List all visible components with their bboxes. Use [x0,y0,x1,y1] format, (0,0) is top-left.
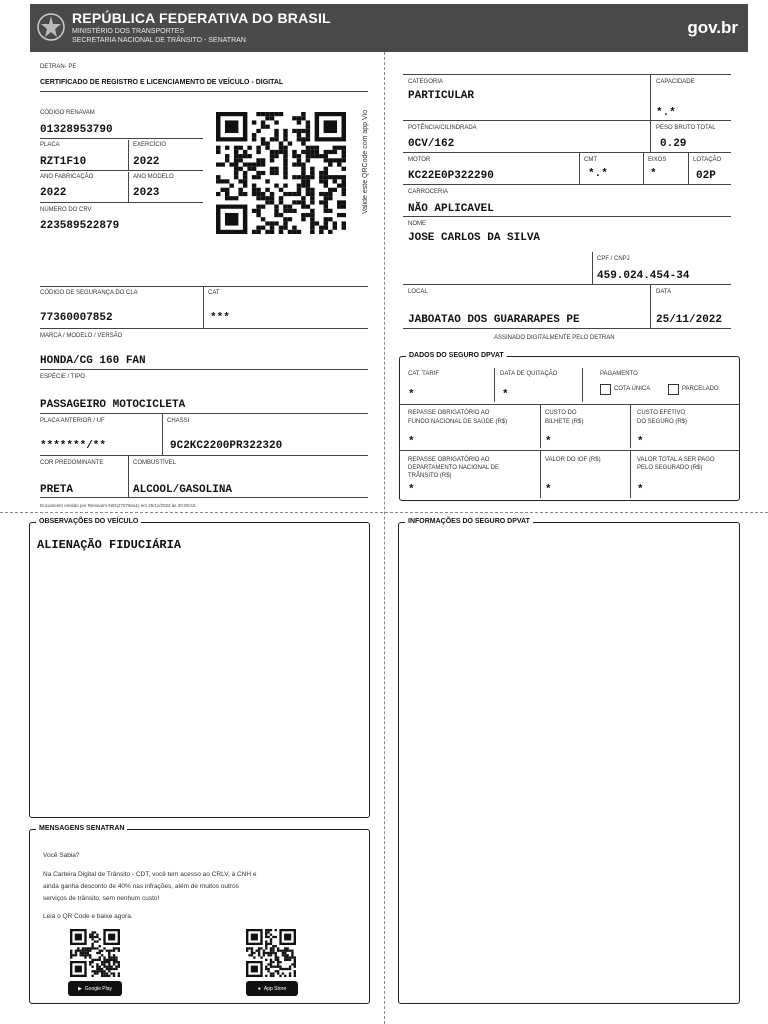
cor-label: COR PREDOMINANTE [40,460,104,466]
divider [40,455,368,456]
divider [592,252,593,284]
cat-tarif-label: CAT. TARIF [408,371,440,377]
pagamento-label: PAGAMENTO [600,371,638,377]
renavam-value: 01328953790 [40,124,113,136]
qr-code-icon[interactable] [216,112,346,234]
custo-efetivo-label-2: DO SEGURO (R$) [637,419,688,425]
eixos-value: * [650,168,657,180]
divider [650,74,651,120]
local-label: LOCAL [408,289,428,295]
divider [399,404,740,405]
ministry-label: MINISTÉRIO DOS TRANSPORTES [72,28,185,35]
marca-label: MARCA / MODELO / VERSÃO [40,333,123,339]
vertical-cut-line [384,52,385,1024]
msg-line-3: ainda ganha desconto de 40% nas infrações, além de muitos outros [43,883,239,890]
divider [403,74,731,75]
parcelado-label: PARCELADO [682,386,719,392]
combustivel-value: ALCOOL/GASOLINA [133,484,233,496]
chassi-value: 9C2KC2200PR322320 [170,440,283,452]
custo-bilhete-value: * [545,436,552,448]
ano-modelo-label: ANO MODELO [133,174,174,180]
divider [40,413,368,414]
capacidade-value: *.* [656,107,676,119]
info-dpvat-box [398,518,740,1004]
observacoes-title: OBSERVAÇÕES DO VEÍCULO [36,518,141,525]
peso-label: PESO BRUTO TOTAL [656,125,716,131]
divider [128,455,129,497]
observacoes-box [29,518,370,818]
cmt-label: CMT [584,157,597,163]
assinado-note: ASSINADO DIGITALMENTE PELO DETRAN [494,335,615,341]
repasse-denatran-label-3: TRÂNSITO (R$) [408,473,452,479]
exercicio-value: 2022 [133,156,160,168]
cota-unica-label: COTA ÚNICA [614,386,651,392]
secretariat-label: SECRETARIA NACIONAL DE TRÂNSITO - SENATRAN [72,37,246,44]
local-value: JABOATAO DOS GUARARAPES PE [408,314,580,326]
document-title: CERTIFICADO DE REGISTRO E LICENCIAMENTO DE VEÍCULO - DIGITAL [40,79,284,86]
ano-fabricacao-value: 2022 [40,187,67,199]
cota-unica-checkbox[interactable] [600,384,611,395]
categoria-value: PARTICULAR [408,90,475,102]
dpvat-box [399,352,740,501]
crv-label: NÚMERO DO CRV [40,207,92,213]
divider [128,140,129,170]
header-bar [30,4,748,52]
mensagens-title: MENSAGENS SENATRAN [36,825,127,832]
govbr-logo: gov.br [687,18,738,37]
valor-iof-label: VALOR DO IOF (R$) [545,457,601,463]
info-dpvat-title: INFORMAÇÕES DO SEGURO DPVAT [405,518,533,525]
msg-line-4: serviços de trânsito, sem nenhum custo! [43,895,160,902]
ano-modelo-value: 2023 [133,187,160,199]
chassi-label: CHASSI [167,418,190,424]
app-store-label: App Store [263,985,287,992]
divider [40,170,203,171]
motor-value: KC22E0P322290 [408,170,494,182]
potencia-label: POTÊNCIA/CILINDRADA [408,125,477,131]
qr-google-play-icon[interactable] [70,929,120,977]
emission-note: Documento emitido por Renavam-NIG(27078ea1) em 25/11/2022 às 20:05:52. [40,503,197,508]
divider [403,328,731,329]
divider [643,152,644,184]
divider [403,152,731,153]
nome-label: NOME [408,221,426,227]
repasse-denatran-label-2: DEPARTAMENTO NACIONAL DE [408,465,500,471]
custo-efetivo-value: * [637,436,644,448]
carroceria-value: NÃO APLICAVEL [408,203,494,215]
lotacao-value: 02P [696,170,716,182]
seguranca-cla-label: CÓDIGO DE SEGURANÇA DO CLA [40,290,138,296]
divider [688,152,689,184]
repasse-fns-label-2: FUNDO NACIONAL DE SAÚDE (R$) [408,419,508,425]
data-quitacao-label: DATA DE QUITAÇÃO [500,371,558,377]
msg-line-1: Você Sabia? [43,852,80,859]
potencia-value: 0CV/162 [408,138,455,150]
divider [630,404,631,448]
divider [40,286,368,287]
placa-anterior-label: PLACA ANTERIOR / UF [40,418,105,424]
exercicio-label: EXERCÍCIO [133,142,167,148]
qr-app-store-icon[interactable] [246,929,296,977]
valor-iof-value: * [545,484,552,496]
divider [494,368,495,402]
placa-anterior-value: *******/** [40,440,107,452]
repasse-fns-value: * [408,436,415,448]
divider [540,450,541,498]
divider [630,450,631,498]
divider [40,328,368,329]
placa-value: RZT1F10 [40,156,87,168]
seguranca-cla-value: 77360007852 [40,312,113,324]
valor-total-value: * [637,484,644,496]
nome-value: JOSE CARLOS DA SILVA [408,232,541,244]
carroceria-label: CARROCERIA [408,189,449,195]
custo-bilhete-label-1: CUSTO DO [545,410,577,416]
divider [40,369,368,370]
detran-ref: DETRAN- PE [40,64,77,70]
divider [203,286,204,328]
motor-label: MOTOR [408,157,431,163]
divider [40,138,203,139]
observacoes-text: ALIENAÇÃO FIDUCIÁRIA [37,538,182,552]
divider [162,413,163,455]
cmt-value: *.* [588,168,608,180]
divider [40,202,203,203]
divider [40,91,368,92]
peso-value: 0.29 [660,138,687,150]
divider [403,120,731,121]
app-store-button[interactable] [246,981,298,996]
lotacao-label: LOTAÇÃO [693,157,722,163]
divider [650,120,651,152]
divider [403,216,731,217]
cat-value: *** [210,312,230,324]
divider [40,497,368,498]
crv-value: 223589522879 [40,220,120,232]
msg-line-2: Na Carteira Digital de Trânsito - CDT, você tem acesso ao CRLV, à CNH e [43,871,257,878]
especie-value: PASSAGEIRO MOTOCICLETA [40,399,186,411]
marca-value: HONDA/CG 160 FAN [40,355,146,367]
cat-tarif-value: * [408,389,415,401]
valor-total-label-2: PELO SEGURADO (R$) [637,465,703,471]
renavam-label: CÓDIGO RENAVAM [40,110,95,116]
capacidade-label: CAPACIDADE [656,79,695,85]
data-quitacao-value: * [502,389,509,401]
cpf-value: 459.024.454-34 [597,270,690,282]
valor-total-label-1: VALOR TOTAL A SER PAGO [637,457,715,463]
divider [579,152,580,184]
country-title: REPÚBLICA FEDERATIVA DO BRASIL [72,10,331,26]
divider [582,368,583,402]
cat-label: CAT [208,290,220,296]
divider [403,284,731,285]
divider [399,450,740,451]
data-label: DATA [656,289,672,295]
cor-value: PRETA [40,484,74,496]
repasse-denatran-value: * [408,484,415,496]
divider [650,284,651,328]
placa-label: PLACA [40,142,60,148]
divider [540,404,541,448]
categoria-label: CATEGORIA [408,79,443,85]
apple-icon: ● [257,985,261,992]
divider [403,184,731,185]
ano-fabricacao-label: ANO FABRICAÇÃO [40,174,94,180]
cpf-label: CPF / CNPJ [597,256,630,262]
custo-efetivo-label-1: CUSTO EFETIVO [637,410,686,416]
play-triangle-icon: ▶ [77,985,82,992]
repasse-denatran-label-1: REPASSE OBRIGATÓRIO AO [408,457,490,463]
data-value: 25/11/2022 [656,314,723,326]
eixos-label: EIXOS [648,157,667,163]
especie-label: ESPÉCIE / TIPO [40,374,85,380]
parcelado-checkbox[interactable] [668,384,679,395]
msg-line-5: Leia o QR Code e baixe agora. [43,913,133,920]
combustivel-label: COMBUSTÍVEL [133,460,177,466]
brazil-seal-icon [36,12,66,42]
repasse-fns-label-1: REPASSE OBRIGATÓRIO AO [408,410,490,416]
divider [128,172,129,202]
qr-validate-note: Valide este QRCode com app Vio [362,110,369,215]
custo-bilhete-label-2: BILHETE (R$) [545,419,584,425]
google-play-label: Google Play [84,985,113,992]
google-play-button[interactable] [68,981,122,996]
dpvat-title: DADOS DO SEGURO DPVAT [406,352,507,359]
horizontal-cut-line [0,512,768,513]
